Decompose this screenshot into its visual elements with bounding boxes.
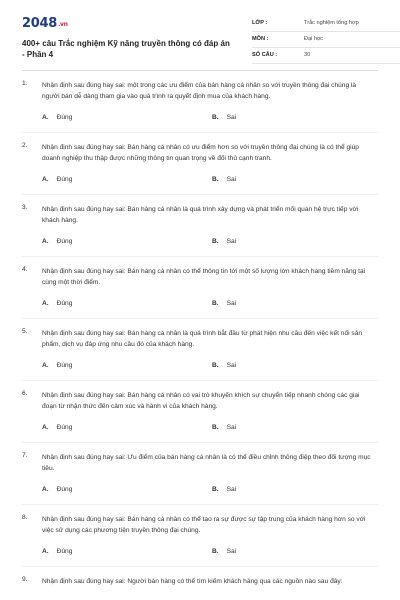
site-logo[interactable] xyxy=(22,16,68,31)
question-divider xyxy=(22,380,378,381)
option-letter: B. xyxy=(212,424,219,431)
meta-row-count xyxy=(252,48,400,64)
meta-row-class xyxy=(252,16,400,32)
question-divider xyxy=(22,566,378,567)
question-number: 7. xyxy=(22,452,28,459)
option-label: Sai xyxy=(226,300,237,307)
question-divider xyxy=(22,132,378,133)
option-label: Sai xyxy=(226,238,237,245)
option-a[interactable] xyxy=(42,114,72,121)
option-letter: A. xyxy=(42,362,49,369)
option-label: Đúng xyxy=(56,300,73,307)
meta-value: Trắc nghiệm tổng hợp xyxy=(304,20,359,26)
option-a[interactable] xyxy=(42,424,72,431)
option-label: Đúng xyxy=(56,114,73,121)
question-number: 1. xyxy=(22,80,28,87)
document-meta xyxy=(252,16,400,64)
option-label: Đúng xyxy=(56,548,73,555)
option-letter: B. xyxy=(212,176,219,183)
question-number: 4. xyxy=(22,266,28,273)
option-letter: A. xyxy=(42,238,49,245)
logo-suffix: .vn xyxy=(57,21,68,28)
meta-value: Đại học xyxy=(304,36,323,42)
question-text: Nhận định sau đúng hay sai: Bán hàng cá nhân có vai trò khuyến khích sự chuyển tiếp nhanh chóng các giai đoạn từ nhận thức đến cảm xúc và hành vi của khách hàng. xyxy=(42,392,360,410)
question-text: Nhận định sau đúng hay sai: Bán hàng cá nhân có thể thông tin tới một số lượng lớn khách hàng tiềm năng tại cùng một thời điểm. xyxy=(42,268,366,286)
question-text: Nhận định sau đúng hay sai: Ưu điểm của bán hàng cá nhân là có thể điều chỉnh thông điệp theo đối tượng mục tiêu. xyxy=(42,454,371,472)
option-letter: B. xyxy=(212,238,219,245)
option-letter: A. xyxy=(42,176,49,183)
option-letter: B. xyxy=(212,114,219,121)
question-text: Nhận định sau đúng hay sai: Bán hàng cá nhân là quá trình bắt đầu từ phát hiện nhu cầu đến việc kết nối sản phẩm, dịch vụ đáp ứng nhu cầu đó của khách hàng. xyxy=(42,330,363,348)
option-letter: A. xyxy=(42,300,49,307)
question-number: 8. xyxy=(22,514,28,521)
question-number: 5. xyxy=(22,328,28,335)
document-header xyxy=(22,12,378,64)
option-a[interactable] xyxy=(42,176,72,183)
meta-key: MÔN : xyxy=(252,36,269,42)
logo-text: 2048 xyxy=(22,16,57,31)
question-text: Nhận định sau đúng hay sai: Bán hàng cá nhân có thể tạo ra sự được sự tập trung của khách hàng hơn so với việc sử dụng các phương tiện truyền thông đại chúng. xyxy=(42,516,366,534)
option-a[interactable] xyxy=(42,548,72,555)
option-letter: B. xyxy=(212,486,219,493)
question-divider xyxy=(22,256,378,257)
meta-row-subject xyxy=(252,32,400,48)
option-label: Sai xyxy=(226,548,237,555)
option-letter: B. xyxy=(212,362,219,369)
option-a[interactable] xyxy=(42,238,72,245)
question-text: Nhận định sau đúng hay sai: Bán hàng cá nhân là quá trình xây dựng và phát triển mối quan hệ trực tiếp với khách hàng. xyxy=(42,206,359,224)
option-label: Sai xyxy=(226,176,237,183)
option-b[interactable] xyxy=(212,548,236,555)
option-label: Đúng xyxy=(56,424,73,431)
option-label: Đúng xyxy=(56,486,73,493)
option-b[interactable] xyxy=(212,238,236,245)
option-label: Đúng xyxy=(56,176,73,183)
header-divider xyxy=(22,70,378,71)
option-letter: A. xyxy=(42,114,49,121)
question-number: 6. xyxy=(22,390,28,397)
question-number: 9. xyxy=(22,576,28,583)
option-letter: A. xyxy=(42,548,49,555)
option-label: Sai xyxy=(226,424,237,431)
meta-key: LỚP : xyxy=(252,20,268,26)
option-label: Sai xyxy=(226,486,237,493)
question-divider xyxy=(22,504,378,505)
option-label: Đúng xyxy=(56,362,73,369)
meta-value: 30 xyxy=(304,52,311,58)
option-b[interactable] xyxy=(212,114,236,121)
option-b[interactable] xyxy=(212,300,236,307)
document-title: 400+ câu Trắc nghiệm Kỹ năng truyền thông có đáp án - Phần 4 xyxy=(22,39,230,59)
question-divider xyxy=(22,442,378,443)
option-letter: B. xyxy=(212,548,219,555)
option-label: Đúng xyxy=(56,238,73,245)
option-a[interactable] xyxy=(42,362,72,369)
question-text: Nhận định sau đúng hay sai: Bán hàng cá nhân có ưu điểm hơn so với truyền thông đại chúng là có thể giúp doanh nghiệp thu thập được những thông tin quan trọng về đối thủ cạnh tranh. xyxy=(42,144,359,162)
option-b[interactable] xyxy=(212,176,236,183)
option-a[interactable] xyxy=(42,486,72,493)
option-letter: B. xyxy=(212,300,219,307)
question-number: 2. xyxy=(22,142,28,149)
option-letter: A. xyxy=(42,486,49,493)
question-text: Nhận định sau đúng hay sai: Người bán hàng có thể tìm kiếm khách hàng qua các nguồn nào sau đây: xyxy=(42,578,343,585)
option-b[interactable] xyxy=(212,362,236,369)
option-a[interactable] xyxy=(42,300,72,307)
option-b[interactable] xyxy=(212,486,236,493)
question-divider xyxy=(22,194,378,195)
option-label: Sai xyxy=(226,362,237,369)
question-divider xyxy=(22,318,378,319)
option-letter: A. xyxy=(42,424,49,431)
question-text: Nhận định sau đúng hay sai: một trong các ưu điểm của bán hàng cá nhân so với truyền thông đại chúng là người bán dễ dàng tham gia vào quá trình ra quyết định mua của khách hàng. xyxy=(42,82,357,100)
meta-key: SỐ CÂU : xyxy=(252,52,278,58)
question-number: 3. xyxy=(22,204,28,211)
option-label: Sai xyxy=(226,114,237,121)
option-b[interactable] xyxy=(212,424,236,431)
